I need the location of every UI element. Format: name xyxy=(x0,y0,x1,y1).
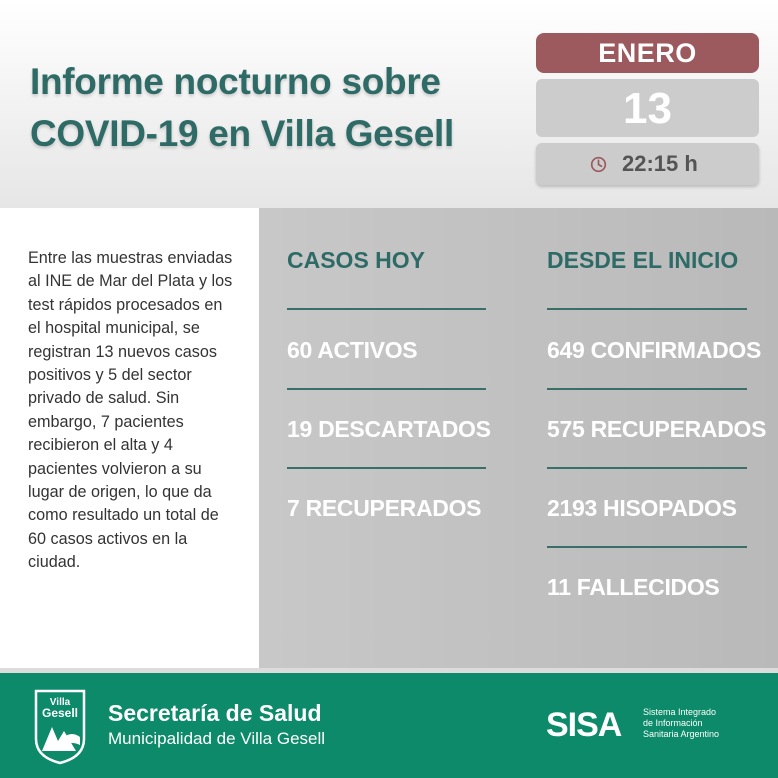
municipalidad-subtitle: Municipalidad de Villa Gesell xyxy=(108,729,326,748)
logo-text-gesell: Gesell xyxy=(41,706,79,720)
divider xyxy=(547,467,747,469)
divider xyxy=(547,308,747,310)
sisa-logo-text: SISA xyxy=(546,706,622,742)
description-line: Entre las muestras enviadas xyxy=(28,249,233,267)
clock-icon xyxy=(590,156,607,173)
total-heading: DESDE EL INICIO xyxy=(547,247,739,273)
description-line: 60 casos activos en la xyxy=(28,529,188,548)
description-line: recibieron el alta y 4 xyxy=(28,436,173,455)
description-line: como resultado un total de xyxy=(28,506,219,525)
divider xyxy=(287,467,486,469)
page-title xyxy=(30,56,510,160)
secretaria-title: Secretaría de Salud xyxy=(108,700,322,726)
total-confirmed: 649 CONFIRMADOS xyxy=(547,337,762,363)
today-discarded: 19 DESCARTADOS xyxy=(287,416,491,442)
sisa-line: Sanitaria Argentino xyxy=(643,729,720,739)
header xyxy=(0,0,778,208)
description-line: el hospital municipal, se xyxy=(28,319,200,338)
stats-panel xyxy=(259,208,778,668)
title-line-1: Informe nocturno sobre xyxy=(30,61,441,102)
divider xyxy=(287,388,486,390)
sisa-line: Sistema Integrado xyxy=(643,707,717,717)
time-text: 22:15 h xyxy=(622,151,698,176)
month-badge: ENERO xyxy=(536,33,759,73)
description-line: test rápidos procesados en xyxy=(28,295,223,314)
sisa-logo-icon xyxy=(546,706,638,742)
total-swabs: 2193 HISOPADOS xyxy=(547,495,737,521)
time-badge xyxy=(536,143,759,185)
description-line: al INE de Mar del Plata y los xyxy=(28,272,233,291)
today-active: 60 ACTIVOS xyxy=(287,337,418,363)
day-badge: 13 xyxy=(536,79,759,137)
sisa-description xyxy=(643,707,719,740)
description-line: pacientes volvieron a su xyxy=(28,459,202,478)
description-line: registran 13 nuevos casos xyxy=(28,342,217,361)
description-line: positivos y 5 del sector xyxy=(28,366,192,385)
description-line: privado de salud. Sin xyxy=(28,389,180,408)
description-line: lugar de origen, lo que da xyxy=(28,483,212,502)
total-deaths: 11 FALLECIDOS xyxy=(547,574,720,600)
today-heading: CASOS HOY xyxy=(287,247,426,273)
report-description xyxy=(28,247,254,575)
title-line-2: COVID-19 en Villa Gesell xyxy=(30,113,454,154)
today-recovered: 7 RECUPERADOS xyxy=(287,495,482,521)
logo-text-villa: Villa xyxy=(49,697,71,708)
villa-gesell-logo-icon xyxy=(30,687,90,765)
total-recovered: 575 RECUPERADOS xyxy=(547,416,767,442)
divider xyxy=(547,546,747,548)
description-line: embargo, 7 pacientes xyxy=(28,412,184,431)
footer xyxy=(0,673,778,778)
sisa-line: de Información xyxy=(643,718,703,728)
divider xyxy=(547,388,747,390)
divider xyxy=(287,308,486,310)
description-line: ciudad. xyxy=(28,553,81,572)
